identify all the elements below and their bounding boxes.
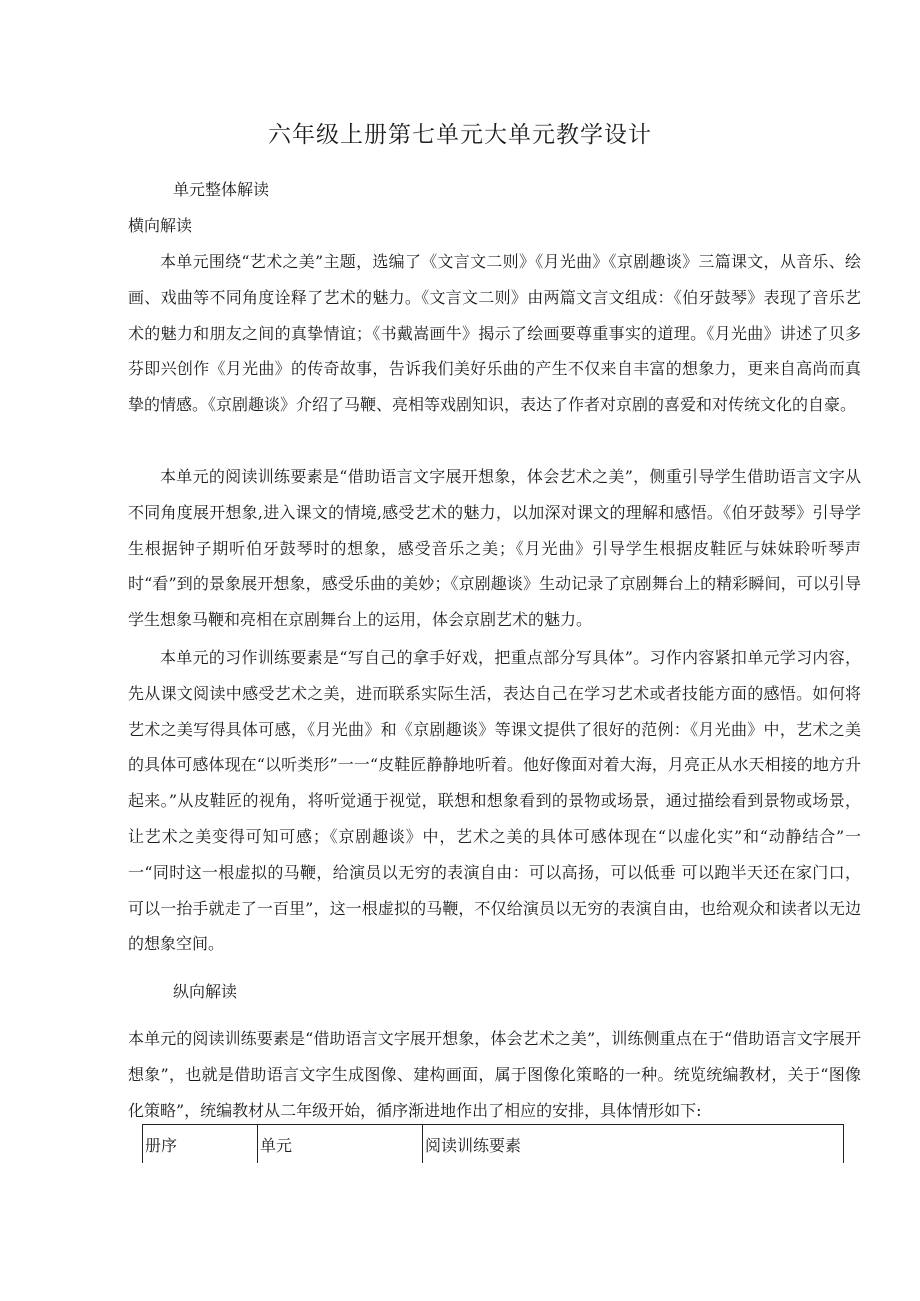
table-header-unit: 单元 [258, 1125, 423, 1164]
table-header-volume: 册序 [143, 1125, 258, 1164]
paragraph-writing-element: 本单元的习作训练要素是“写自己的拿手好戏，把重点部分写具体”。习作内容紧扣单元学习内容，先从课文阅读中感受艺术之美，进而联系实际生活，表达自己在学习艺术或者技能方面的感悟。如何将艺术之美写得具体可感，《月光曲》和《京剧趣谈》等课文提供了很好的范例：《月光曲》中，艺术之美的具体可感体现在“以听类形”一一“皮鞋匠静静地听着。他好像面对着大海，月亮正从水天相接的地方升起来。”从皮鞋匠的视角，将听觉通于视觉，联想和想象看到的景物或场景，通过描绘看到景物或场景，让艺术之美变得可知可感；《京剧趣谈》中，艺术之美的具体可感体现在“以虚化实”和“动静结合”一一“同时这一根虚拟的马鞭，给演员以无穷的表演自由：可以高扬，可以低垂 可以跑半天还在家门口，可以一抬手就走了一百里”，这一根虚拟的马鞭，不仅给演员以无穷的表演自由，也给观众和读者以无边的想象空间。 [128, 648, 861, 954]
table-header-reading-element: 阅读训练要素 [423, 1125, 844, 1164]
table-header-row [143, 1125, 844, 1164]
document-title: 六年级上册第七单元大单元教学设计 [268, 122, 652, 148]
section-heading-vertical: 纵向解读 [173, 982, 238, 1001]
paragraph-reading-element: 本单元的阅读训练要素是“借助语言文字展开想象，体会艺术之美”，侧重引导学生借助语言文字从不同角度展开想象,进入课文的情境,感受艺术的魅力，以加深对课文的理解和感悟。《伯牙鼓琴》引导学生根据钟子期听伯牙鼓琴时的想象，感受音乐之美；《月光曲》引导学生根据皮鞋匠与妹妹聆听琴声时“看”到的景象展开想象，感受乐曲的美妙；《京剧趣谈》生动记录了京剧舞台上的精彩瞬间，可以引导学生想象马鞭和亮相在京剧舞台上的运用，体会京剧艺术的魅力。 [128, 467, 861, 630]
section-heading-horizontal: 横向解读 [128, 216, 193, 235]
paragraph-theme: 本单元围绕“艺术之美”主题，选编了《文言文二则》《月光曲》《京剧趣谈》三篇课文，从音乐、绘画、戏曲等不同角度诠释了艺术的魅力。《文言文二则》由两篇文言文组成：《伯牙鼓琴》表现了音乐艺术的魅力和朋友之间的真挚情谊；《书戴嵩画牛》揭示了绘画要尊重事实的道理。《月光曲》讲述了贝多芬即兴创作《月光曲》的传奇故事，告诉我们美好乐曲的产生不仅来自丰富的想象力，更来自高尚而真挚的情感。《京剧趣谈》介绍了马鞭、亮相等戏剧知识，表达了作者对京剧的喜爱和对传统文化的自豪。 [128, 252, 861, 415]
reading-elements-table [142, 1124, 844, 1163]
paragraph-vertical: 本单元的阅读训练要素是“借助语言文字展开想象，体会艺术之美”，训练侧重点在于“借助语言文字展开想象”，也就是借助语言文字生成图像、建构画面，属于图像化策略的一种。统览统编教材，关于“图像化策略”，统编教材从二年级开始，循序渐进地作出了相应的安排，具体情形如下: [128, 1029, 861, 1120]
section-heading-overall: 单元整体解读 [173, 180, 270, 199]
